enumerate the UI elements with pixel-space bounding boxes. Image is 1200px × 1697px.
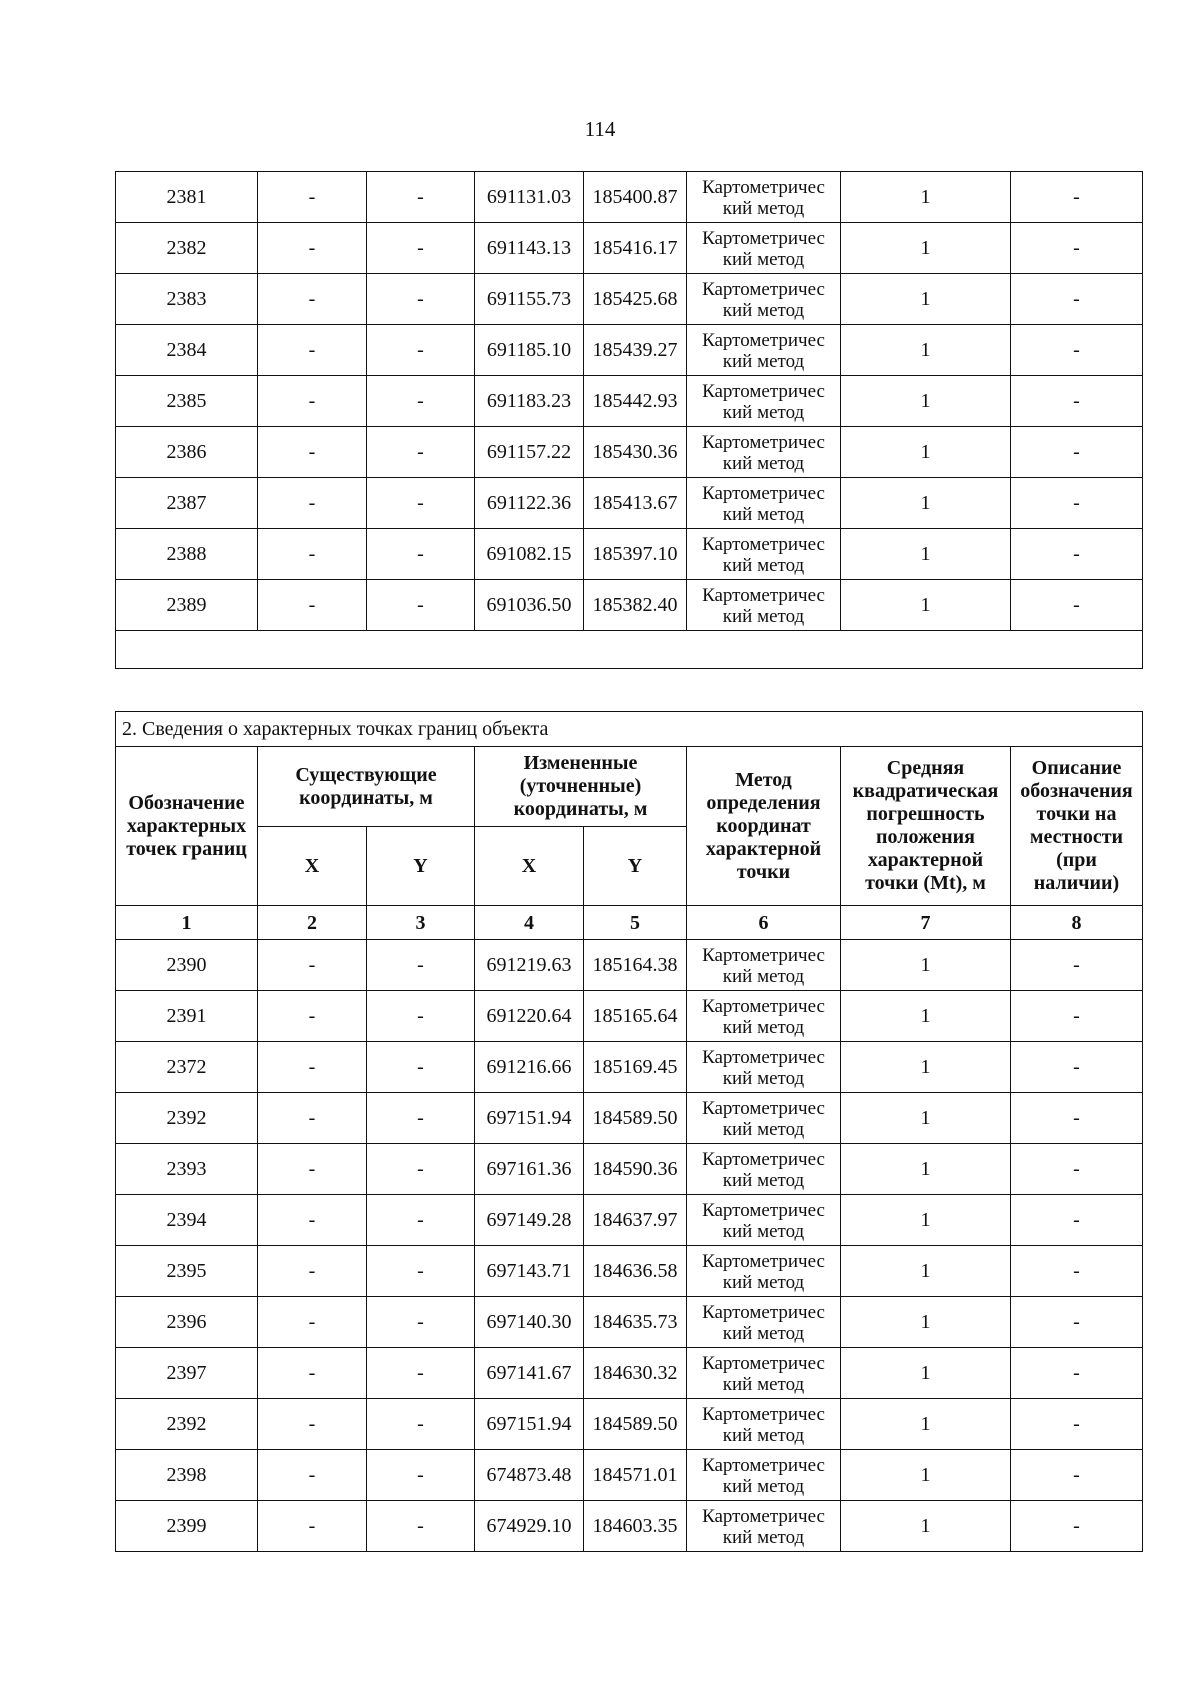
table-row: [116, 580, 1143, 631]
description-cell: -: [1011, 1450, 1143, 1501]
existing-y-cell: -: [367, 1450, 475, 1501]
column-number-row: [116, 906, 1143, 940]
changed-y-cell: 184603.35: [584, 1501, 687, 1552]
mt-cell: 1: [841, 1399, 1011, 1450]
description-cell: -: [1011, 1297, 1143, 1348]
point-id-cell: 2388: [116, 529, 258, 580]
method-line-2: кий метод: [722, 504, 805, 525]
method-line-1: Картометричес: [702, 483, 825, 504]
method-line-1: Картометричес: [702, 432, 825, 453]
method-cell: [687, 325, 841, 376]
changed-y-cell: 185165.64: [584, 991, 687, 1042]
description-cell: -: [1011, 529, 1143, 580]
existing-x-cell: -: [258, 223, 367, 274]
method-line-1: Картометричес: [702, 585, 825, 606]
method-cell: [687, 1501, 841, 1552]
column-number: 4: [475, 906, 584, 940]
method-line-1: Картометричес: [702, 1506, 825, 1527]
table-row: [116, 940, 1143, 991]
existing-y-cell: -: [367, 325, 475, 376]
point-id-cell: 2390: [116, 940, 258, 991]
header-x-changed: X: [475, 827, 584, 906]
description-cell: -: [1011, 1399, 1143, 1450]
table-row: [116, 478, 1143, 529]
method-line-2: кий метод: [722, 555, 805, 576]
method-cell: [687, 580, 841, 631]
method-line-1: Картометричес: [702, 1200, 825, 1221]
changed-x-cell: 691219.63: [475, 940, 584, 991]
method-line-2: кий метод: [722, 1272, 805, 1293]
changed-y-cell: 185400.87: [584, 172, 687, 223]
existing-x-cell: -: [258, 1450, 367, 1501]
existing-x-cell: -: [258, 1144, 367, 1195]
method-line-1: Картометричес: [702, 177, 825, 198]
mt-cell: 1: [841, 1501, 1011, 1552]
table-row: [116, 1093, 1143, 1144]
changed-y-cell: 185169.45: [584, 1042, 687, 1093]
table-caption: 2. Сведения о характерных точках границ объекта: [116, 712, 1143, 747]
point-id-cell: 2387: [116, 478, 258, 529]
table-row: [116, 1399, 1143, 1450]
changed-x-cell: 697149.28: [475, 1195, 584, 1246]
changed-y-cell: 185416.17: [584, 223, 687, 274]
existing-x-cell: -: [258, 478, 367, 529]
changed-x-cell: 691122.36: [475, 478, 584, 529]
existing-y-cell: -: [367, 940, 475, 991]
method-line-2: кий метод: [722, 1068, 805, 1089]
existing-y-cell: -: [367, 1093, 475, 1144]
table-row: [116, 274, 1143, 325]
empty-row: [116, 631, 1143, 669]
existing-y-cell: -: [367, 1246, 475, 1297]
method-cell: [687, 1093, 841, 1144]
method-line-2: кий метод: [722, 402, 805, 423]
method-cell: [687, 274, 841, 325]
method-line-1: Картометричес: [702, 1404, 825, 1425]
method-cell: [687, 940, 841, 991]
method-cell: [687, 172, 841, 223]
changed-x-cell: 697143.71: [475, 1246, 584, 1297]
method-cell: [687, 223, 841, 274]
point-id-cell: 2383: [116, 274, 258, 325]
existing-x-cell: -: [258, 1348, 367, 1399]
existing-x-cell: -: [258, 1093, 367, 1144]
table-row: [116, 991, 1143, 1042]
column-number: 6: [687, 906, 841, 940]
method-line-2: кий метод: [722, 1221, 805, 1242]
mt-cell: 1: [841, 529, 1011, 580]
point-id-cell: 2397: [116, 1348, 258, 1399]
header-description: Описание обозначения точки на местности (при наличии): [1011, 747, 1143, 906]
existing-y-cell: -: [367, 223, 475, 274]
existing-x-cell: -: [258, 1501, 367, 1552]
changed-x-cell: 691216.66: [475, 1042, 584, 1093]
existing-x-cell: -: [258, 172, 367, 223]
existing-x-cell: -: [258, 325, 367, 376]
existing-y-cell: -: [367, 1144, 475, 1195]
changed-y-cell: 184637.97: [584, 1195, 687, 1246]
mt-cell: 1: [841, 1195, 1011, 1246]
existing-y-cell: -: [367, 991, 475, 1042]
description-cell: -: [1011, 172, 1143, 223]
mt-cell: 1: [841, 274, 1011, 325]
table-row: [116, 223, 1143, 274]
mt-cell: 1: [841, 478, 1011, 529]
method-cell: [687, 1042, 841, 1093]
description-cell: -: [1011, 223, 1143, 274]
method-line-2: кий метод: [722, 249, 805, 270]
description-cell: -: [1011, 580, 1143, 631]
changed-y-cell: 185430.36: [584, 427, 687, 478]
method-line-2: кий метод: [722, 1374, 805, 1395]
point-id-cell: 2398: [116, 1450, 258, 1501]
table1-body: [116, 172, 1143, 631]
page-number: 114: [584, 117, 616, 141]
mt-cell: 1: [841, 991, 1011, 1042]
table-row: [116, 1297, 1143, 1348]
changed-y-cell: 184589.50: [584, 1399, 687, 1450]
mt-cell: 1: [841, 940, 1011, 991]
changed-x-cell: 691220.64: [475, 991, 584, 1042]
method-cell: [687, 1450, 841, 1501]
changed-x-cell: 691082.15: [475, 529, 584, 580]
table-row: [116, 1195, 1143, 1246]
header-method: Метод определения координат характерной точки: [687, 747, 841, 906]
mt-cell: 1: [841, 376, 1011, 427]
existing-x-cell: -: [258, 1195, 367, 1246]
point-id-cell: 2392: [116, 1399, 258, 1450]
header-y-existing: Y: [367, 827, 475, 906]
method-line-1: Картометричес: [702, 534, 825, 555]
existing-y-cell: -: [367, 1042, 475, 1093]
mt-cell: 1: [841, 1042, 1011, 1093]
existing-x-cell: -: [258, 376, 367, 427]
header-existing-coords: Существующие координаты, м: [258, 747, 475, 827]
method-line-1: Картометричес: [702, 330, 825, 351]
existing-x-cell: -: [258, 529, 367, 580]
characteristic-points-table: [115, 711, 1143, 1552]
method-cell: [687, 1348, 841, 1399]
method-line-2: кий метод: [722, 1425, 805, 1446]
mt-cell: 1: [841, 1297, 1011, 1348]
existing-x-cell: -: [258, 1399, 367, 1450]
method-line-1: Картометричес: [702, 1353, 825, 1374]
mt-cell: 1: [841, 1450, 1011, 1501]
method-line-1: Картометричес: [702, 228, 825, 249]
mt-cell: 1: [841, 1144, 1011, 1195]
changed-y-cell: 184589.50: [584, 1093, 687, 1144]
point-id-cell: 2393: [116, 1144, 258, 1195]
existing-y-cell: -: [367, 172, 475, 223]
method-cell: [687, 478, 841, 529]
description-cell: -: [1011, 940, 1143, 991]
point-id-cell: 2392: [116, 1093, 258, 1144]
table-row: [116, 1144, 1143, 1195]
existing-y-cell: -: [367, 1297, 475, 1348]
description-cell: -: [1011, 1093, 1143, 1144]
method-cell: [687, 991, 841, 1042]
column-number: 1: [116, 906, 258, 940]
table-row: [116, 172, 1143, 223]
method-cell: [687, 1297, 841, 1348]
changed-x-cell: 697151.94: [475, 1399, 584, 1450]
changed-y-cell: 185442.93: [584, 376, 687, 427]
mt-cell: 1: [841, 223, 1011, 274]
method-cell: [687, 376, 841, 427]
changed-x-cell: 691131.03: [475, 172, 584, 223]
table-row: [116, 1042, 1143, 1093]
changed-x-cell: 674929.10: [475, 1501, 584, 1552]
method-cell: [687, 427, 841, 478]
existing-x-cell: -: [258, 991, 367, 1042]
changed-y-cell: 185164.38: [584, 940, 687, 991]
method-line-2: кий метод: [722, 1527, 805, 1548]
column-number: 2: [258, 906, 367, 940]
method-line-2: кий метод: [722, 1323, 805, 1344]
changed-y-cell: 184636.58: [584, 1246, 687, 1297]
changed-x-cell: 697151.94: [475, 1093, 584, 1144]
existing-y-cell: -: [367, 580, 475, 631]
table2-body: [116, 940, 1143, 1552]
point-id-cell: 2389: [116, 580, 258, 631]
method-line-1: Картометричес: [702, 1149, 825, 1170]
table-row: [116, 1348, 1143, 1399]
column-number: 3: [367, 906, 475, 940]
mt-cell: 1: [841, 1246, 1011, 1297]
header-changed-coords: Измененные (уточненные) координаты, м: [475, 747, 687, 827]
header-y-changed: Y: [584, 827, 687, 906]
column-number: 5: [584, 906, 687, 940]
method-line-1: Картометричес: [702, 1302, 825, 1323]
method-line-1: Картометричес: [702, 381, 825, 402]
method-line-1: Картометричес: [702, 996, 825, 1017]
point-id-cell: 2396: [116, 1297, 258, 1348]
existing-y-cell: -: [367, 478, 475, 529]
description-cell: -: [1011, 1501, 1143, 1552]
existing-y-cell: -: [367, 1399, 475, 1450]
mt-cell: 1: [841, 325, 1011, 376]
changed-x-cell: 697141.67: [475, 1348, 584, 1399]
table-row: [116, 325, 1143, 376]
table-row: [116, 1450, 1143, 1501]
changed-y-cell: 184630.32: [584, 1348, 687, 1399]
point-id-cell: 2395: [116, 1246, 258, 1297]
method-line-1: Картометричес: [702, 945, 825, 966]
existing-x-cell: -: [258, 274, 367, 325]
point-id-cell: 2384: [116, 325, 258, 376]
method-line-2: кий метод: [722, 453, 805, 474]
description-cell: -: [1011, 274, 1143, 325]
changed-y-cell: 184590.36: [584, 1144, 687, 1195]
mt-cell: 1: [841, 1093, 1011, 1144]
table-row: [116, 529, 1143, 580]
existing-y-cell: -: [367, 376, 475, 427]
point-id-cell: 2386: [116, 427, 258, 478]
mt-cell: 1: [841, 427, 1011, 478]
point-id-cell: 2391: [116, 991, 258, 1042]
existing-y-cell: -: [367, 274, 475, 325]
mt-cell: 1: [841, 1348, 1011, 1399]
method-line-1: Картометричес: [702, 1251, 825, 1272]
method-line-2: кий метод: [722, 1119, 805, 1140]
method-line-2: кий метод: [722, 198, 805, 219]
mt-cell: 1: [841, 580, 1011, 631]
existing-x-cell: -: [258, 1297, 367, 1348]
changed-x-cell: 674873.48: [475, 1450, 584, 1501]
description-cell: -: [1011, 376, 1143, 427]
changed-y-cell: 185425.68: [584, 274, 687, 325]
existing-y-cell: -: [367, 529, 475, 580]
method-line-2: кий метод: [722, 351, 805, 372]
existing-x-cell: -: [258, 1042, 367, 1093]
changed-y-cell: 184571.01: [584, 1450, 687, 1501]
header-mt: Средняя квадратическая погрешность положения характерной точки (Mt), м: [841, 747, 1011, 906]
point-id-cell: 2372: [116, 1042, 258, 1093]
point-id-cell: 2382: [116, 223, 258, 274]
method-line-1: Картометричес: [702, 1455, 825, 1476]
description-cell: -: [1011, 478, 1143, 529]
changed-y-cell: 185382.40: [584, 580, 687, 631]
method-line-2: кий метод: [722, 966, 805, 987]
changed-x-cell: 691155.73: [475, 274, 584, 325]
method-line-1: Картометричес: [702, 1047, 825, 1068]
method-cell: [687, 1399, 841, 1450]
table-row: [116, 1246, 1143, 1297]
point-id-cell: 2381: [116, 172, 258, 223]
column-number: 8: [1011, 906, 1143, 940]
changed-x-cell: 691157.22: [475, 427, 584, 478]
description-cell: -: [1011, 1348, 1143, 1399]
changed-x-cell: 691143.13: [475, 223, 584, 274]
method-line-2: кий метод: [722, 300, 805, 321]
description-cell: -: [1011, 1246, 1143, 1297]
changed-x-cell: 697140.30: [475, 1297, 584, 1348]
coordinates-table-continued: [115, 171, 1143, 669]
method-cell: [687, 529, 841, 580]
changed-y-cell: 185439.27: [584, 325, 687, 376]
point-id-cell: 2394: [116, 1195, 258, 1246]
existing-x-cell: -: [258, 427, 367, 478]
existing-x-cell: -: [258, 940, 367, 991]
header-x-existing: X: [258, 827, 367, 906]
changed-y-cell: 185397.10: [584, 529, 687, 580]
existing-x-cell: -: [258, 580, 367, 631]
column-number: 7: [841, 906, 1011, 940]
empty-cell: [116, 631, 1143, 669]
existing-y-cell: -: [367, 1501, 475, 1552]
method-line-1: Картометричес: [702, 279, 825, 300]
method-line-2: кий метод: [722, 1476, 805, 1497]
description-cell: -: [1011, 1144, 1143, 1195]
method-cell: [687, 1195, 841, 1246]
changed-y-cell: 185413.67: [584, 478, 687, 529]
method-cell: [687, 1144, 841, 1195]
point-id-cell: 2385: [116, 376, 258, 427]
table-row: [116, 1501, 1143, 1552]
changed-x-cell: 697161.36: [475, 1144, 584, 1195]
method-line-2: кий метод: [722, 1017, 805, 1038]
existing-y-cell: -: [367, 427, 475, 478]
table-row: [116, 376, 1143, 427]
description-cell: -: [1011, 427, 1143, 478]
existing-y-cell: -: [367, 1195, 475, 1246]
existing-x-cell: -: [258, 1246, 367, 1297]
point-id-cell: 2399: [116, 1501, 258, 1552]
method-cell: [687, 1246, 841, 1297]
method-line-2: кий метод: [722, 1170, 805, 1191]
method-line-2: кий метод: [722, 606, 805, 627]
changed-x-cell: 691183.23: [475, 376, 584, 427]
table-row: [116, 427, 1143, 478]
description-cell: -: [1011, 325, 1143, 376]
changed-x-cell: 691185.10: [475, 325, 584, 376]
mt-cell: 1: [841, 172, 1011, 223]
header-point-id: Обозначение характерных точек границ: [116, 747, 258, 906]
description-cell: -: [1011, 991, 1143, 1042]
description-cell: -: [1011, 1195, 1143, 1246]
method-line-1: Картометричес: [702, 1098, 825, 1119]
changed-x-cell: 691036.50: [475, 580, 584, 631]
existing-y-cell: -: [367, 1348, 475, 1399]
changed-y-cell: 184635.73: [584, 1297, 687, 1348]
description-cell: -: [1011, 1042, 1143, 1093]
